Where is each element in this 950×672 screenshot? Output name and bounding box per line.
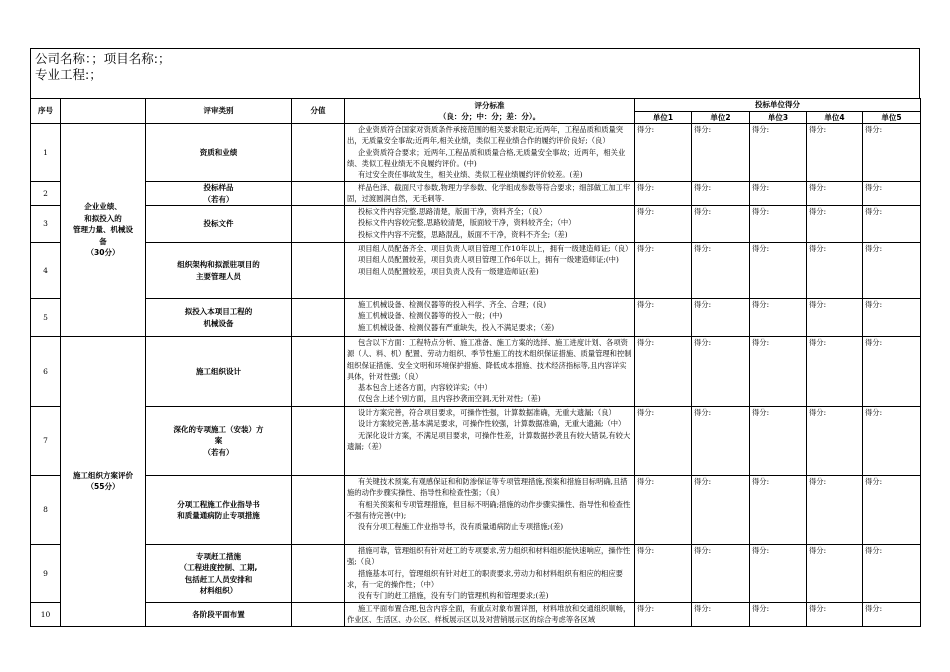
unit-score-cell-2[interactable]: 得分: [692,243,750,299]
unit-score-cell-2[interactable]: 得分: [692,603,750,627]
row-score-value [292,603,345,627]
row-standard [345,407,635,476]
unit-score-cell-4[interactable]: 得分: [807,243,863,299]
category-line: 深化的专项施工（安装）方 [173,424,264,434]
unit-score-cell-1[interactable]: 得分: [635,545,692,603]
row-no: 1 [31,124,61,182]
standard-text: 企业资质符合要求；近两年,工程品质和质量合格,无质量安全事故；近两年，相关业绩、类似工程业绩无不良履约评价。(中) [347,147,626,168]
unit-score-cell-5[interactable]: 得分: [863,182,921,206]
standard-text: 有相关预案和专项管理措施，但目标不明确;措施的动作步骤实操性、指导性和检查性不强有待完善(中); [347,499,631,520]
standard-text: 措施可靠，管理组织有针对赶工的专项要求,劳力组织和材料组织能快速响应，操作性强;（良） [347,546,631,567]
unit-score-cell-2[interactable]: 得分: [692,337,750,407]
unit-score-cell-2[interactable]: 得分: [692,299,750,337]
standard-text: 施工机械设备、检测仪器等的投入一般；(中) [357,311,503,321]
unit-score-cell-4[interactable]: 得分: [807,407,863,476]
category-line: 拟投入本项目工程的 [184,307,253,316]
row-score-value [292,337,345,407]
row-standard [345,545,635,603]
unit-score-cell-2[interactable]: 得分: [692,407,750,476]
row-no: 2 [31,182,61,206]
unit-score-cell-5[interactable]: 得分: [863,407,921,476]
evaluation-sheet [30,48,920,627]
col-blank-header [61,99,146,124]
unit-score-cell-5[interactable]: 得分: [863,337,921,407]
category-line: 主要管理人员 [196,271,241,281]
row-standard [345,476,635,545]
unit-score-cell-3[interactable]: 得分: [750,206,807,243]
standard-text: 仅包含上述个别方面，且内容抄袭而空洞,无针对性;（差) [357,394,541,404]
unit-score-cell-3[interactable]: 得分: [750,603,807,627]
category-line: 包括赶工人员安排和 [184,574,253,584]
unit-score-cell-5[interactable]: 得分: [863,124,921,182]
bidder-score-header: 投标单位得分 [635,99,921,112]
category-line: 投标文件 [203,219,234,229]
unit-header-5: 单位5 [863,111,921,124]
table-row [31,476,921,545]
standard-text: 设计方案完善，符合项目要求，可操作性强，计算数据准确，无重大遗漏;（良） [357,408,616,417]
standard-text: 施工机械设备、检测仪器等的投入科学、齐全、合理；(良) [357,300,547,309]
standard-text: 设计方案较完善,基本满足要求，可操作性较强，计算数据准确，无重大遗漏;（中） [357,419,626,429]
standard-title: 评分标准 [474,100,505,110]
category-line: 专项赶工措施 [196,551,241,561]
row-category [146,243,292,299]
standard-text: 投标文件内容完整,思路清楚，版面干净，资料齐全；（良） [357,207,547,216]
row-standard [345,124,635,182]
unit-header-1: 单位1 [635,111,692,124]
standard-text: 项目组人员配备齐全、项目负责人项目管理工作10年以上，拥有一级建造师证;（良） [357,244,633,253]
table-body [31,124,921,627]
standard-text: 项目组人员配置较差，项目负责人项目管理工作6年以上，拥有一级建造师证;(中) [357,255,619,265]
category-line: （若有） [203,447,234,457]
group-label-line: 管理力量、机械设 [73,225,133,235]
table-row [31,206,921,243]
unit-score-cell-2[interactable]: 得分: [692,124,750,182]
row-category [146,299,292,337]
unit-score-cell-4[interactable]: 得分: [807,337,863,407]
unit-score-cell-5[interactable]: 得分: [863,243,921,299]
standard-text: 包含以下方面：工程特点分析、施工准备、施工方案的选择、施工进度计划、各项资源（人、料、机）配置、劳动力组织、季节性施工的技术组织保证措施、质量管理和控制组织保证措施、安全文明和环境保护措施、降低成本措施、技术经济指标等,且内容详实具体，针对性强;（良） [347,338,632,381]
category-line: 各阶段平面布置 [192,609,245,619]
category-line: 机械设备 [203,318,234,328]
unit-score-cell-3[interactable]: 得分: [750,124,807,182]
col-score-header: 分值 [292,99,345,124]
evaluation-table [30,98,921,627]
specialty-line: 专业工程:； [35,67,102,82]
unit-header-3: 单位3 [750,111,807,124]
unit-score-cell-1[interactable]: 得分: [635,337,692,407]
table-row [31,299,921,337]
row-category [146,124,292,182]
row-category [146,407,292,476]
group-label-line: 和拟投入的 [84,213,122,223]
unit-score-cell-5[interactable]: 得分: [863,476,921,545]
group-label-line: （30分） [86,248,120,258]
unit-score-cell-2[interactable]: 得分: [692,476,750,545]
row-score-value [292,206,345,243]
row-score-value [292,299,345,337]
row-score-value [292,182,345,206]
row-standard [345,603,635,627]
unit-score-cell-3[interactable]: 得分: [750,337,807,407]
row-no: 4 [31,243,61,299]
col-standard-header [345,99,635,124]
standard-subtitle: （良：分；中：分；差：分）。 [438,112,541,121]
row-no: 5 [31,299,61,337]
row-category [146,337,292,407]
unit-score-cell-2[interactable]: 得分: [692,545,750,603]
row-no: 7 [31,407,61,476]
unit-score-cell-4[interactable]: 得分: [807,603,863,627]
row-score-value [292,545,345,603]
table-row [31,337,921,407]
unit-score-cell-3[interactable]: 得分: [750,299,807,337]
category-line: 组织架构和拟派驻项目的 [177,260,260,269]
unit-score-cell-4[interactable]: 得分: [807,476,863,545]
group-enterprise [61,124,146,337]
row-score-value [292,243,345,299]
table-row [31,243,921,299]
row-score-value [292,124,345,182]
table-row [31,545,921,603]
standard-text: 企业资质符合国家对资质条件承接范围的相关要求限定;近两年，工程品质和质量突出，无质量安全事故;近两年,相关业绩，类似工程业绩合作的履约评价良好;（良） [347,125,624,146]
standard-text: 基本包含上述各方面，内容较详实;（中） [357,383,492,393]
row-category [146,182,292,206]
row-no: 6 [31,337,61,407]
unit-score-cell-4[interactable]: 得分: [807,299,863,337]
unit-score-cell-3[interactable]: 得分: [750,545,807,603]
table-row [31,407,921,476]
col-no-header: 序号 [31,99,61,124]
unit-score-cell-4[interactable]: 得分: [807,124,863,182]
unit-header-4: 单位4 [807,111,863,124]
unit-score-cell-5[interactable]: 得分: [863,299,921,337]
row-score-value [292,476,345,545]
row-no: 3 [31,206,61,243]
table-row [31,182,921,206]
company-project-line: 公司名称：；项目名称:； [35,51,171,66]
row-category [146,206,292,243]
unit-score-cell-3[interactable]: 得分: [750,243,807,299]
sheet-header [30,48,920,98]
standard-text: 没有专门的赶工措施，没有专门的管理机构和管理要求;(差) [357,591,549,601]
table-row [31,124,921,182]
row-category [146,476,292,545]
unit-score-cell-1[interactable]: 得分: [635,603,692,627]
unit-score-cell-3[interactable]: 得分: [750,476,807,545]
group-label-line: 施工组织方案评价 [73,470,133,480]
row-no: 10 [31,603,61,627]
unit-score-cell-1[interactable]: 得分: [635,476,692,545]
row-category [146,545,292,603]
category-line: 投标样品 [203,183,234,192]
category-line: （若有） [203,194,234,204]
standard-text: 施工平面布置合理,包含内容全面，有重点对象布置详图，材料堆放和交通组织顺畅，作业区、生活区、办公区、样板展示区以及对营销展示区的综合考虑等各区域 [347,604,631,625]
group-label-line: 企业业绩、 [84,202,122,212]
unit-score-cell-1[interactable]: 得分: [635,407,692,476]
standard-text: 有关键技术预案,有观感保证和和防渗保证等专项管理措施,预案和措施目标明确,且措施的动作步骤实操性、指导性和检查性强；（良） [347,477,628,498]
category-line: 材料组织） [199,586,238,595]
standard-text: 样品色泽、截面尺寸参数,物理力学参数、化学组成参数等符合要求；细部做工加工牢固，过渡圆润自然，无毛刺等. [347,183,631,204]
category-line: 和质量通病防止专项措施 [177,511,260,520]
unit-score-cell-4[interactable]: 得分: [807,206,863,243]
table-row [31,603,921,627]
row-standard [345,243,635,299]
row-standard [345,337,635,407]
standard-text: 没有分项工程施工作业指导书，没有质量通病防止专项措施;(差) [357,522,564,532]
unit-score-cell-1[interactable]: 得分: [635,243,692,299]
standard-text: 投标文件内容较完整,思路较清楚，版面较干净，资料较齐全；（中） [357,218,576,228]
row-standard [345,206,635,243]
unit-score-cell-5[interactable]: 得分: [863,603,921,627]
category-line: 分项工程施工作业指导书 [177,499,260,509]
category-line: （工程进度控制、工期, [179,563,258,572]
unit-score-cell-1[interactable]: 得分: [635,124,692,182]
row-score-value [292,407,345,476]
unit-score-cell-1[interactable]: 得分: [635,206,692,243]
unit-score-cell-3[interactable]: 得分: [750,182,807,206]
unit-score-cell-2[interactable]: 得分: [692,206,750,243]
standard-text: 投标文件内容不完整，思路混乱，版面不干净，资料不齐全;（差) [357,229,568,239]
group-label-line: （55分） [86,482,120,492]
standard-text: 无深化设计方案，不满足项目要求，可操作性差，计算数据抄袭且有较大错误,有较大遗漏;（差） [347,430,631,451]
unit-score-cell-4[interactable]: 得分: [807,545,863,603]
group-construction-plan [61,337,146,627]
unit-score-cell-3[interactable]: 得分: [750,407,807,476]
row-standard [345,182,635,206]
category-line: 案 [214,436,223,446]
unit-score-cell-1[interactable]: 得分: [635,299,692,337]
row-standard [345,299,635,337]
row-no: 8 [31,476,61,545]
standard-text: 项目组人员配置较差，项目负责人没有一级建造师证(差) [357,266,539,276]
standard-text: 有过安全责任事故发生，相关业绩、类似工程业绩履约评价较差。(差) [357,170,583,180]
standard-text: 措施基本可行，管理组织有针对赶工的职责要求,劳动力和材料组织有相应的相应要求，有一定的操作性；（中） [347,568,623,589]
unit-score-cell-1[interactable]: 得分: [635,182,692,206]
unit-score-cell-5[interactable]: 得分: [863,206,921,243]
col-category-header: 评审类别 [146,99,292,124]
unit-score-cell-4[interactable]: 得分: [807,182,863,206]
row-category [146,603,292,627]
row-no: 9 [31,545,61,603]
unit-header-2: 单位2 [692,111,750,124]
unit-score-cell-2[interactable]: 得分: [692,182,750,206]
group-label-line: 备 [99,236,107,246]
category-line: 资质和业绩 [199,147,238,157]
category-line: 施工组织设计 [196,366,241,376]
unit-score-cell-5[interactable]: 得分: [863,545,921,603]
standard-text: 施工机械设备、检测仪器有严重缺失，投入不满足要求；（差) [357,322,555,332]
